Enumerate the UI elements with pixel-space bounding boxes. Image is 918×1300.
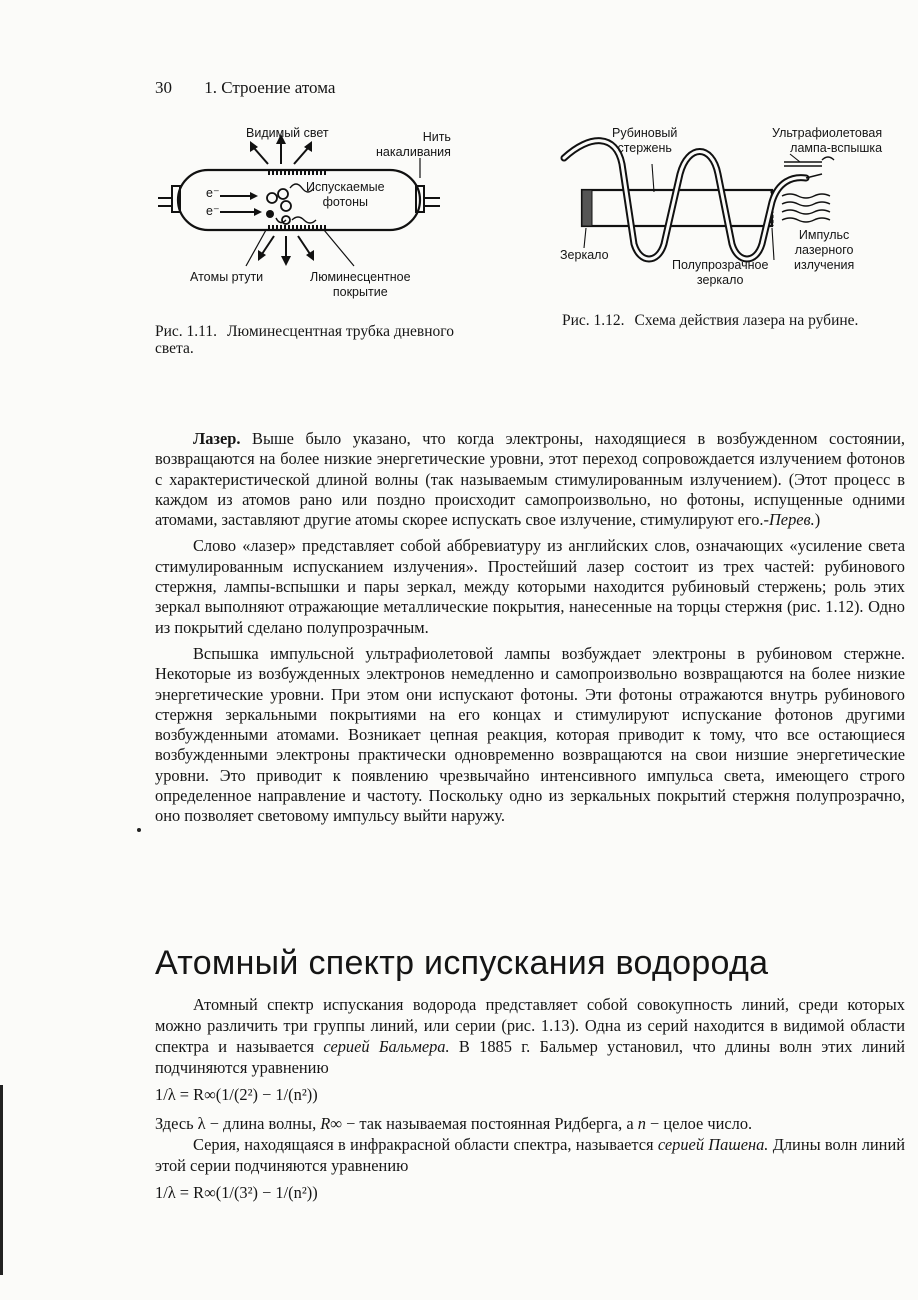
paragraph-text: − целое число. xyxy=(645,1114,753,1133)
label-emitted-photons: Испускаемые фотоны xyxy=(306,180,385,209)
figure-fluorescent-tube xyxy=(150,120,470,310)
label-luminescent-coating: Люминесцентное покрытие xyxy=(310,270,411,299)
label-filament: Нить накаливания xyxy=(376,130,451,159)
page-number: 30 xyxy=(155,78,172,97)
caption-number: Рис. 1.12. xyxy=(562,312,625,329)
label-ruby-rod: Рубиновый стержень xyxy=(612,126,678,155)
paragraph-paschen xyxy=(155,1134,905,1176)
paragraph-text: Здесь λ − длина волны, xyxy=(155,1114,321,1133)
paragraph-text: Серия, находящаяся в инфракрасной области спектра, называется xyxy=(193,1135,658,1154)
figure-ruby-laser xyxy=(560,124,910,304)
section-text xyxy=(155,994,905,1211)
paragraph-text: Выше было указано, что когда электроны, находящиеся в возбужденном состоянии, возвращаются на более низкие энергетические уровни, этот переход сопровождается излучением фотонов с характеристической длиной волны (так называемым стимулированным излучением). (Этот процесс в каждом из атомов рано или поздно происходит самопроизвольно, но фотоны, испущенные одними атомами, заставляют другие атомы скорее испускать свое излучение, стимулируют его.- xyxy=(155,429,905,530)
caption-number: Рис. 1.11. xyxy=(155,323,217,340)
label-electron-1: e⁻ xyxy=(206,186,220,200)
caption-text: Схема действия лазера на рубине. xyxy=(634,312,859,329)
label-semi-mirror: Полупрозрачное зеркало xyxy=(672,258,769,287)
term-balmer: серией Бальмера. xyxy=(323,1037,450,1056)
section-title: Атомный спектр испускания водорода xyxy=(155,944,769,982)
paragraph-end: ) xyxy=(814,510,821,530)
label-mercury-atoms: Атомы ртути xyxy=(190,270,264,284)
paragraph-text: Длины волн линий этой серии подчиняются уравнению xyxy=(155,1135,905,1175)
running-header xyxy=(155,78,335,98)
paragraph-laser xyxy=(155,429,905,530)
paragraph-flash: Вспышка импульсной ультрафиолетовой лампы возбуждает электроны в рубиновом стержне. Некоторые из возбужденных электронов немедленно и самопроизвольно возвращаются на более низкие энергетические уровни. При этом они испускают фотоны. Эти фотоны отражаются внутрь рубинового стержня зеркальными покрытиями на его концах и стимулируют испускание фотонов другими возбужденными атомами. Возникает цепная реакция, которая приводит к тому, что все остающиеся возбужденными электроны практически одновременно возвращаются на свои низшие энергетические уровни. Это приводит к появлению чрезвычайно интенсивного импульса света, имеющего строго определенное направление и частоту. Поскольку одно из зеркальных покрытий стержня полупрозрачно, оно позволяет световому импульсу выйти наружу. xyxy=(155,643,905,826)
paragraph-here xyxy=(155,1113,905,1134)
running-title: 1. Строение атома xyxy=(204,78,336,97)
paragraph-word-laser: Слово «лазер» представляет собой аббревиатуру из английских слов, означающих «усиление света стимулированным испусканием излучения». Простейший лазер состоит из трех частей: рубинового стержня, лампы-вспышки и пары зеркал, между которыми находится рубиновый стержень; роль этих зеркал выполняют отражающие металлические покрытия, нанесенные на торцы стержня (рис. 1.12). Одно из покрытий сделано полупрозрачным. xyxy=(155,536,905,637)
paragraph-text: В 1885 г. Бальмер установил, что длины волн этих линий подчиняются уравнению xyxy=(155,1037,905,1077)
formula-balmer: 1/λ = R∞(1/(2²) − 1/(n²)) xyxy=(155,1085,318,1104)
paragraph-text: − так называемая постоянная Ридберга, а xyxy=(341,1114,638,1133)
symbol-n: n xyxy=(637,1114,646,1133)
paragraph-text: Атомный спектр испускания водорода представляет собой совокупность линий, среди которых можно различить три группы линий, или серии (рис. 1.13). Одна из серий находится в видимой области спектра и называется xyxy=(155,995,905,1056)
margin-dot xyxy=(137,828,141,832)
label-electron-2: e⁻ xyxy=(206,204,220,218)
label-laser-pulse: Импульс лазерного излучения xyxy=(794,228,855,272)
term-paschen: серией Пашена. xyxy=(657,1135,769,1154)
label-visible-light: Видимый свет xyxy=(246,126,329,140)
formula-paschen: 1/λ = R∞(1/(3²) − 1/(n²)) xyxy=(155,1183,318,1202)
label-mirror: Зеркало xyxy=(560,248,609,262)
paragraph-hydrogen-spectrum xyxy=(155,994,905,1078)
caption-text: Люминесцентная трубка дневного света. xyxy=(155,323,454,357)
symbol-rydberg: R∞ xyxy=(320,1114,342,1133)
scan-margin-bar xyxy=(0,1085,3,1275)
translator-note: Перев. xyxy=(768,510,815,530)
caption-fig-1-11 xyxy=(155,323,455,357)
term-laser: Лазер. xyxy=(193,429,241,448)
label-uv-flashlamp: Ультрафиолетовая лампа-вспышка xyxy=(772,126,883,155)
caption-fig-1-12 xyxy=(562,312,862,329)
body-text xyxy=(155,429,905,827)
